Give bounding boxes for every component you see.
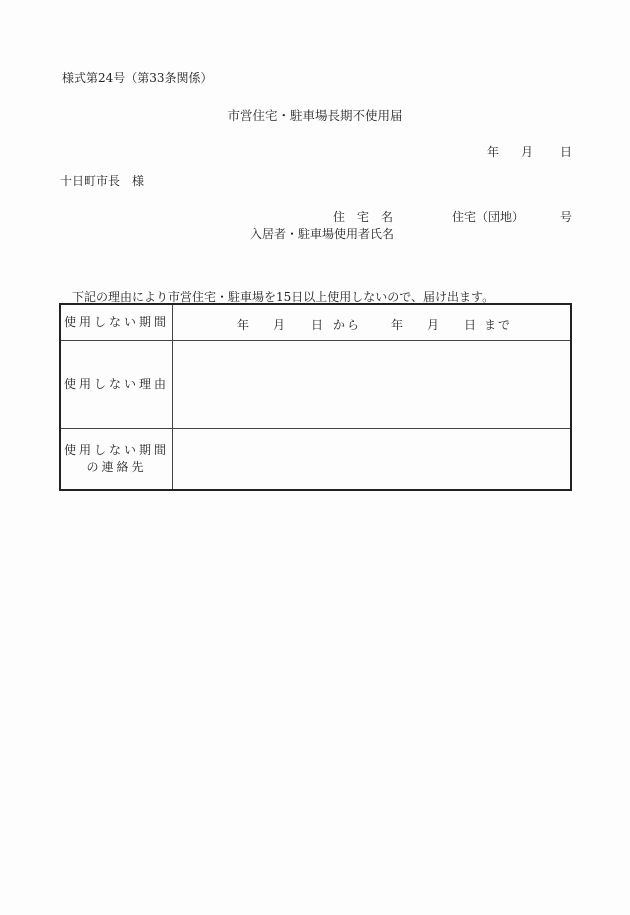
period-input-cell[interactable] — [173, 304, 572, 340]
table-row-period — [60, 304, 571, 340]
contact-label-line1: 使用しない期間 — [63, 442, 169, 457]
housing-name-label: 住 宅 名 — [333, 210, 394, 224]
contact-label-line2: の連絡先 — [86, 459, 147, 474]
contact-label — [60, 428, 173, 490]
period-label: 使用しない期間 — [60, 304, 173, 340]
reason-label: 使用しない理由 — [60, 340, 173, 428]
date-year-label: 年 — [487, 145, 500, 159]
period-to-day: 日 — [464, 318, 477, 332]
table-row-reason — [60, 340, 571, 428]
period-to-year: 年 — [391, 318, 404, 332]
resident-name-label: 入居者・駐車場使用者氏名 — [250, 227, 395, 241]
form-table — [59, 303, 572, 491]
period-from-day: 日 — [311, 318, 324, 332]
housing-number-suffix: 号 — [560, 210, 573, 224]
date-day-label: 日 — [560, 145, 573, 159]
housing-complex-label: 住宅（団地） — [452, 210, 525, 224]
contact-input-cell[interactable] — [173, 428, 572, 490]
form-number: 様式第24号（第33条関係） — [62, 71, 213, 85]
period-from-suffix: から — [333, 318, 362, 332]
date-month-label: 月 — [521, 145, 534, 159]
table-row-contact — [60, 428, 571, 490]
period-to-suffix: まで — [484, 318, 513, 332]
period-to-month: 月 — [427, 318, 440, 332]
statement-text: 下記の理由により市営住宅・駐車場を15日以上使用しないので、届け出ます。 — [72, 290, 495, 304]
period-from-month: 月 — [273, 318, 286, 332]
period-from-year: 年 — [237, 318, 250, 332]
addressee: 十日町市長 様 — [60, 174, 145, 188]
reason-input-cell[interactable] — [173, 340, 572, 428]
document-title: 市営住宅・駐車場長期不使用届 — [227, 108, 403, 123]
